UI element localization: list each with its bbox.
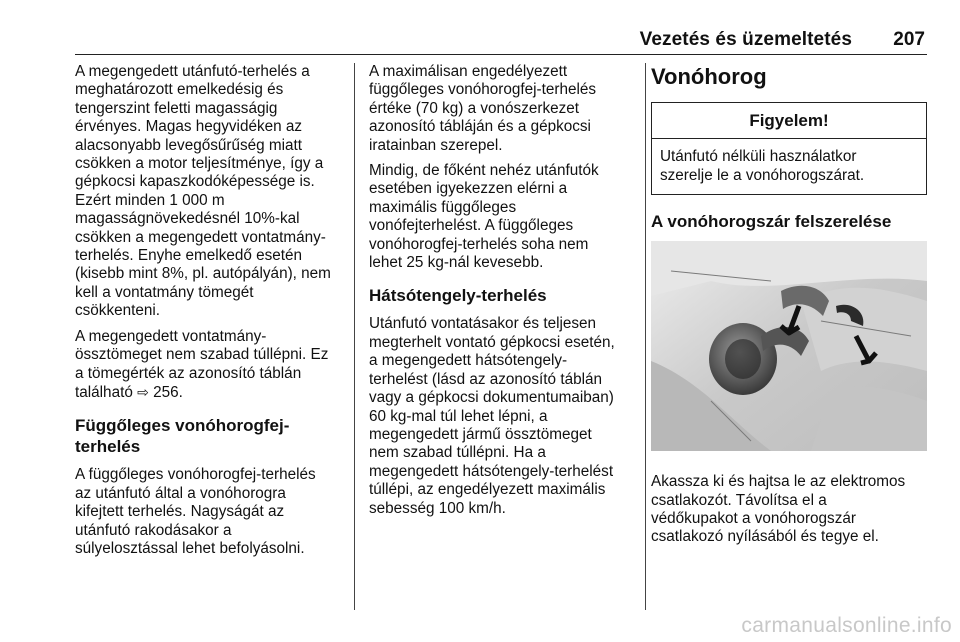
heading-rear-axle: Hátsótengely-terhelés (369, 286, 547, 306)
warning-text: Utánfutó nélküli használatkor szerelje le a vonóhorogszárat. (660, 148, 865, 184)
page-reference-arrow-icon[interactable]: ⇨ (137, 383, 149, 400)
header-rule (75, 54, 927, 55)
page-number: 207 (893, 29, 925, 50)
paragraph-min-load: Mindig, de főként nehéz utánfutók esetében igyekezzen elérni a maximális függőleges vonófejterhelést. A függőleges vonóhorogfej-terhelés soha nem lehet 25 kg-nál kevesebb. (369, 162, 599, 272)
column-divider-1 (354, 63, 355, 610)
paragraph-max-load: A maximálisan engedélyezett függőleges vonóhorogfej-terhelés értéke (70 kg) a vonószerkezet azonosító tábláján és a gépkocsi iratainban szerepel. (369, 63, 597, 154)
warning-title: Figyelem! (652, 103, 926, 139)
site-watermark: carmanualsonline.info (741, 614, 952, 637)
tow-hook-socket-photo (651, 241, 927, 451)
paragraph-altitude: A megengedett utánfutó-terhelés a meghatározott emelkedésig és tengerszint feletti magasságig érvényes. Magas hegyvidéken az alacsonyabb levegősűrűség miatt csökken a motor teljesítménye, így a gépkocsi kapaszkodóképessége is. Ezért minden 1 000 m magasságnövekedésnél 10%-kal csökken a megengedett vontatmány- terhelés. Enyhe emelkedő esetén (kisebb mint 8%, pl. autópályán), nem kell a vontatmány tömegét csökkenteni. (75, 63, 331, 320)
warning-box (651, 102, 927, 195)
paragraph-install-instructions: Akassza ki és hajtsa le az elektromos csatlakozót. Távolítsa el a védőkupakot a vonóhorogszár csatlakozó nyílásából és tegye el. (651, 473, 906, 546)
heading-install: A vonóhorogszár felszerelése (651, 212, 892, 232)
running-title: Vezetés és üzemeltetés (639, 29, 852, 50)
paragraph-rear-axle: Utánfutó vontatásakor és teljesen megterhelt vontató gépkocsi esetén, a megengedett hátsótengely- terhelést (lásd az azonosító táblán vagy a gépkocsi dokumentumaiban) 60 kg-mal túl lehet lépni, a megengedett jármű össztömeget nem szabad túllépni. Ha a megengedett hátsótengely-terhelést túllépi, az engedélyezett maximális sebesség 100 km/h. (369, 315, 615, 517)
heading-vertical-load: Függőleges vonóhorogfej- terhelés (75, 416, 290, 457)
paragraph-vertical-load: A függőleges vonóhorogfej-terhelés az utánfutó által a vonóhorogra kifejtett terhelés. Nagyságát az utánfutó rakodásakor a súlyelosztással lehet befolyásolni. (75, 466, 316, 557)
column-divider-2 (645, 63, 646, 610)
paragraph-total-weight (75, 328, 350, 403)
column-3 (651, 64, 927, 554)
paragraph-total-weight-text: A megengedett vontatmány- össztömeget nem szabad túllépni. Ez a tömegérték az azonosító táblán található (75, 327, 329, 401)
column-2 (369, 63, 631, 525)
page-reference-number[interactable]: 256. (148, 383, 183, 401)
section-title: Vonóhorog (651, 64, 767, 89)
column-1 (75, 63, 350, 565)
tow-hook-socket-illustration (651, 241, 927, 451)
